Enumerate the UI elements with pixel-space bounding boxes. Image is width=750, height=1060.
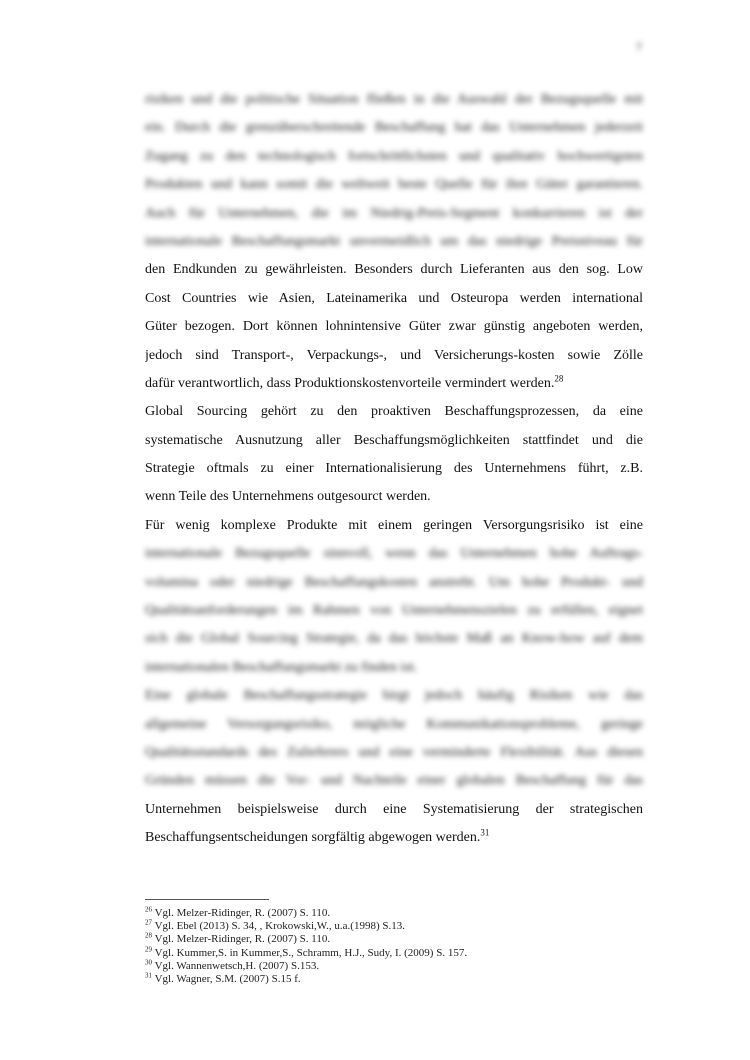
blurred-line: volumina oder niedrige Beschaffungskosten anstrebt. Um hohe Produkt- und bbox=[145, 574, 643, 590]
page-number: 7 bbox=[636, 40, 642, 54]
text-line: Strategie oftmals zu einer Internationalisierung des Unternehmens führt, z.B. bbox=[145, 461, 643, 477]
footnote-separator bbox=[145, 899, 269, 900]
footnote-number: 27 bbox=[145, 918, 152, 927]
text-line: Unternehmen beispielsweise durch eine Systematisierung der strategischen bbox=[145, 801, 643, 817]
text-line: jedoch sind Transport-, Verpackungs-, und Versicherungs-kosten sowie Zölle bbox=[145, 347, 643, 363]
footnote-number: 30 bbox=[145, 958, 152, 967]
footnote bbox=[145, 907, 643, 920]
blurred-line: Auch für Unternehmen, die im Niedrig-Preis-Segment konkurrieren ist der bbox=[145, 205, 643, 221]
footnote bbox=[145, 933, 643, 946]
blurred-line: Qualitätsanforderungen im Rahmen von Unternehmenszielen zu erfüllen, eignet bbox=[145, 603, 643, 619]
blurred-line: Zugang zu den technologisch fortschrittlichsten und qualitativ hochwertigsten bbox=[145, 148, 643, 164]
footnote-ref: 28 bbox=[554, 373, 564, 384]
blurred-line: Gründen müssen die Vor- und Nachteile einer globalen Beschaffung für das bbox=[145, 773, 643, 789]
footnote-ref: 31 bbox=[480, 827, 490, 838]
blurred-line: risiken und die politische Situation fließen in die Auswahl der Bezugsquelle mit bbox=[145, 92, 643, 107]
text-line: den Endkunden zu gewährleisten. Besonders durch Lieferanten aus den sog. Low bbox=[145, 262, 643, 278]
footnote-text: Vgl. Wannenwetsch,H. (2007) S.153. bbox=[154, 959, 320, 972]
footnote-number: 31 bbox=[145, 971, 152, 980]
blurred-line: sich die Global Sourcing Strategie, da das höchste Maß an Know-how auf dem bbox=[145, 631, 643, 647]
footnote bbox=[145, 920, 643, 933]
blurred-line: Qualitätsstandards des Zulieferers und eine verminderte Flexibilität. Aus diesen bbox=[145, 744, 643, 760]
footnote bbox=[145, 944, 643, 960]
blurred-line: internationale Bezugsquelle sinnvoll, wenn das Unternehmen hohe Auftrags- bbox=[145, 546, 643, 562]
footnote-text: Vgl. Melzer-Ridinger, R. (2007) S. 110. bbox=[154, 907, 331, 919]
blurred-line: ein. Durch die grenzüberschreitende Beschaffung hat das Unternehmen jederzeit bbox=[145, 120, 643, 136]
blurred-line: Produkten und kann somit die weltweit beste Quelle für ihre Güter garantieren. bbox=[145, 177, 643, 193]
footnote-text: Vgl. Ebel (2013) S. 34, , Krokowski,W., u.a.(1998) S.13. bbox=[154, 920, 406, 933]
text-line bbox=[145, 370, 643, 398]
text-line: Güter bezogen. Dort können lohnintensive Güter zwar günstig angeboten werden, bbox=[145, 319, 643, 335]
footnote-text: Vgl. Kummer,S. in Kummer,S., Schramm, H.J., Sudy, I. (2009) S. 157. bbox=[154, 946, 468, 959]
body-text bbox=[145, 86, 643, 853]
text-line: Für wenig komplexe Produkte mit einem geringen Versorgungsrisiko ist eine bbox=[145, 517, 643, 533]
text-line-content: Beschaffungsentscheidungen sorgfältig abgewogen werden. bbox=[145, 830, 481, 846]
footnote-number: 29 bbox=[145, 944, 152, 953]
text-line-content: dafür verantwortlich, dass Produktionskostenvorteile vermindert werden. bbox=[145, 375, 555, 391]
blurred-line: internationale Beschaffungsmarkt unvermeidlich um das niedrige Preisniveau für bbox=[145, 233, 643, 249]
text-line: systematische Ausnutzung aller Beschaffungsmöglichkeiten stattfindet und die bbox=[145, 432, 643, 448]
footnote bbox=[145, 973, 643, 986]
text-line: Global Sourcing gehört zu den proaktiven Beschaffungsprozessen, da eine bbox=[145, 404, 643, 420]
footnote-number: 28 bbox=[145, 931, 152, 940]
footnote-text: Vgl. Melzer-Ridinger, R. (2007) S. 110. bbox=[154, 933, 331, 946]
text-line bbox=[145, 824, 643, 852]
blurred-line: internationalen Beschaffungsmarkt zu finden ist. bbox=[145, 659, 418, 675]
footnote-text: Vgl. Wagner, S.M. (2007) S.15 f. bbox=[154, 973, 301, 986]
footnote-number: 26 bbox=[145, 905, 152, 914]
footnotes bbox=[145, 907, 643, 986]
text-line: wenn Teile des Unternehmens outgesourct werden. bbox=[145, 489, 431, 505]
text-line: Cost Countries wie Asien, Lateinamerika und Osteuropa werden international bbox=[145, 290, 643, 306]
footnote bbox=[145, 960, 643, 973]
blurred-line: Eine globale Beschaffungsstrategie birgt jedoch häufig Risiken wie das bbox=[145, 688, 643, 704]
blurred-line: allgemeine Versorgungsrisiko, mögliche Kommunikationsprobleme, geringe bbox=[145, 716, 643, 732]
